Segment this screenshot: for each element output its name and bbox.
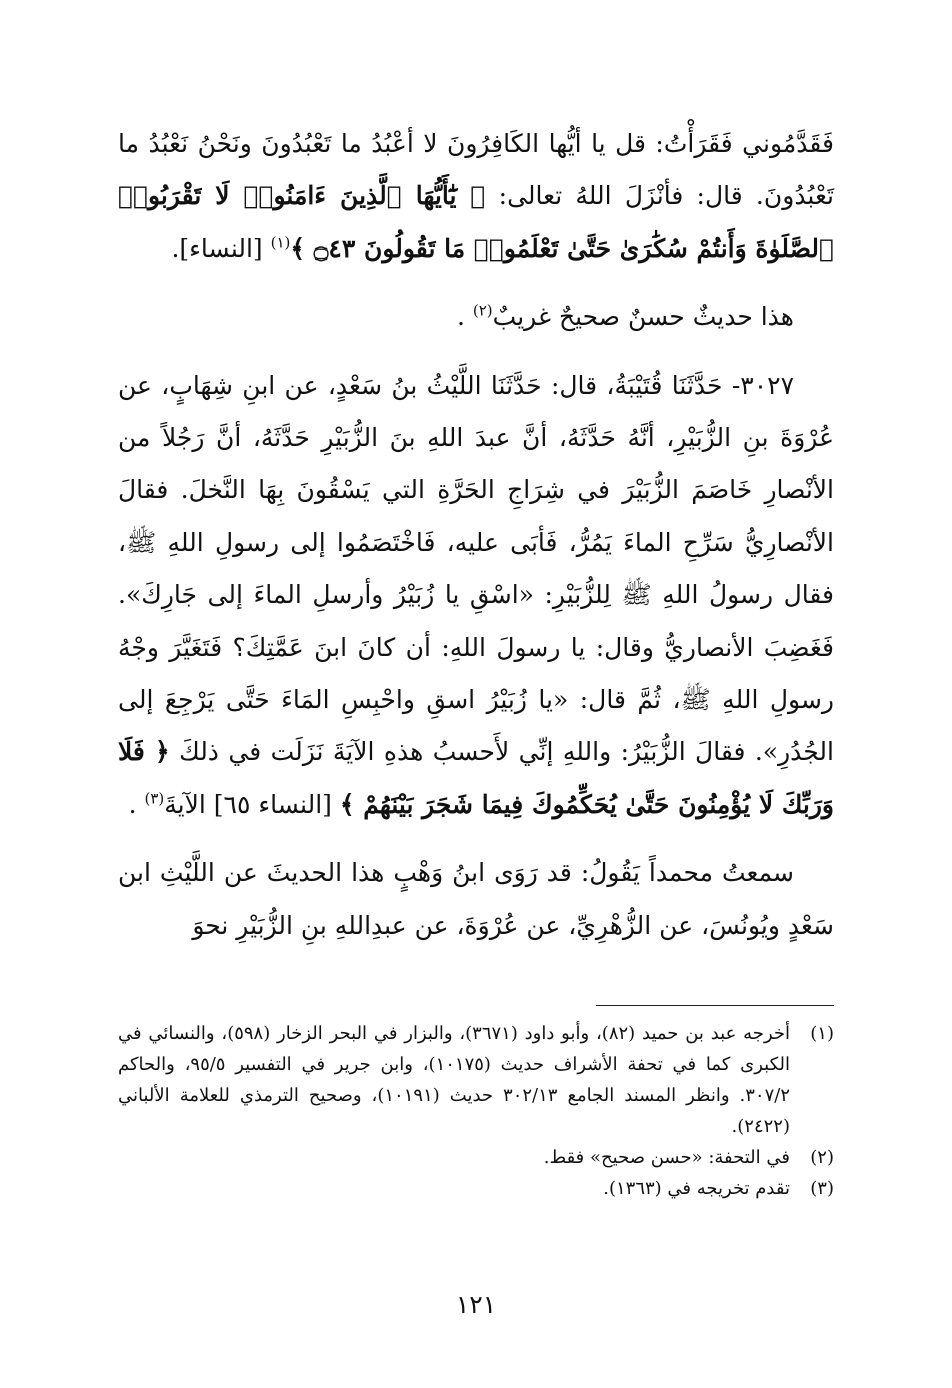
surah-reference-2: [النساء ٦٥] الآيةَ — [164, 789, 340, 819]
paragraph-4-text: سمعتُ محمداً يَقُولُ: قد رَوَى ابنُ وَهْبٍ هذا الحديثَ عن اللَّيْثِ ابن سَعْدٍ ويُونُسَ، عن الزُّهْرِيِّ، عن عُرْوَةَ، عن عبدِاللهِ بنِ الزُّبَيْرِ نحوَ — [118, 858, 834, 940]
hadith-3027-text: ٣٠٢٧- حَدَّثَنَا قُتَيْبَةُ، قال: حَدَّثَنَا اللَّيْثُ بنُ سَعْدٍ، عن ابنِ شِهَابٍ، عن عُرْوَةَ بنِ الزُّبَيْرِ، أنَّهُ حَدَّثَهُ، أنَّ عبدَ اللهِ بنَ الزُّبَيْرِ حَدَّثَهُ، أنَّ رَجُلاً من الأنْصارِ خَاصَمَ الزُّبَيْرَ في شِرَاجِ الحَرَّةِ التي يَسْقُونَ بِهَا النَّخلَ. فقالَ الأنْصارِيُّ سَرِّحِ الماءَ يَمُرُّ، فَأبَى عليه، فَاخْتَصَمُوا إلى رسولِ اللهِ ﷺ، فقال رسولُ اللهِ ﷺ لِلزُّبَيْرِ: «اسْقِ يا زُبَيْرُ وأرسلِ الماءَ إلى جَارِكَ». فَغَضِبَ الأنصاريُّ وقال: يا رسولَ اللهِ: أن كانَ ابنَ عَمَّتِكَ؟ فَتَغَيَّرَ وجْهُ رسولِ اللهِ ﷺ، ثُمَّ قال: «يا زُبَيْرُ اسقِ واحْبِسِ المَاءَ حَتَّى يَرْجِعَ إلى الجُدُرِ». فقالَ الزُّبَيْرُ: واللهِ إنِّي لأَحسبُ هذهِ الآيَةَ نَزَلَت في ذلكَ — [118, 370, 834, 767]
footnote-1-text: أخرجه عبد بن حميد (٨٢)، وأبو داود (٣٦٧١)، والبزار في البحر الزخار (٥٩٨)، والنسائي في الكبرى كما في تحفة الأشراف حديث (١٠١٧٥)، وابن جرير في التفسير ٩٥/٥، والحاكم ٣٠٧/٢. وانظر المسند الجامع ٣٠٢/١٣ حديث (١٠١٩١)، وصحيح الترمذي للعلامة الألباني (٢٤٢٢). — [118, 1023, 791, 1137]
footnote-ref-1: (١) — [270, 233, 291, 252]
footnote-3-text: تقدم تخريجه في (١٣٦٣). — [603, 1178, 790, 1199]
paragraph-2-end: . — [456, 302, 473, 332]
paragraph-2 — [118, 291, 834, 343]
footnote-1 — [118, 1018, 834, 1142]
paragraph-1-text: فَقَدَّمُوني فَقَرَأْتُ: قل يا أيُّها الكَافِرُونَ لا أعْبُدُ ما تَعْبُدُونَ ونَحْنُ نَعْبُدُ ما تَعْبُدُونَ. قال: فأنْزَلَ اللهُ تعالى: — [118, 129, 834, 211]
footnote-divider — [596, 1005, 834, 1006]
paragraph-4 — [118, 847, 834, 952]
footnote-ref-2: (٢) — [472, 301, 493, 320]
paragraph-3-end: . — [128, 789, 145, 819]
paragraph-3 — [118, 360, 834, 832]
quran-verse-nisa-65: ﴿ فَلَا وَرَبِّكَ لَا يُؤْمِنُونَ حَتَّىٰ يُحَكِّمُوكَ فِيمَا شَجَرَ بَيْنَهُمْ ﴾ — [118, 737, 834, 819]
footnote-2 — [118, 1142, 834, 1173]
quran-verse-nisa-43: ﴿ يَٰٓأَيُّهَا ٱلَّذِينَ ءَامَنُوا۟ لَا تَقْرَبُوا۟ ٱلصَّلَوٰةَ وَأَنتُمْ سُكَٰرَىٰ حَتَّىٰ تَعْلَمُوا۟ مَا تَقُولُونَ ۝٤٣ ﴾ — [118, 181, 834, 263]
paragraph-1 — [118, 118, 834, 275]
page-number: ١٢١ — [455, 1290, 497, 1319]
hadith-grade: هذا حديثٌ حسنٌ صحيحٌ غريبٌ — [492, 302, 794, 332]
surah-reference-1: [النساء]. — [171, 233, 271, 263]
footnote-2-number: (٢) — [810, 1147, 834, 1168]
footnote-ref-3: (٣) — [144, 789, 165, 808]
footnote-3 — [118, 1173, 834, 1204]
footnote-3-number: (٣) — [810, 1178, 834, 1199]
footnote-1-number: (١) — [810, 1023, 834, 1044]
footnote-2-text: في التحفة: «حسن صحيح» فقط. — [543, 1147, 790, 1168]
footnotes-section — [118, 1018, 834, 1204]
main-text-block — [118, 118, 834, 952]
